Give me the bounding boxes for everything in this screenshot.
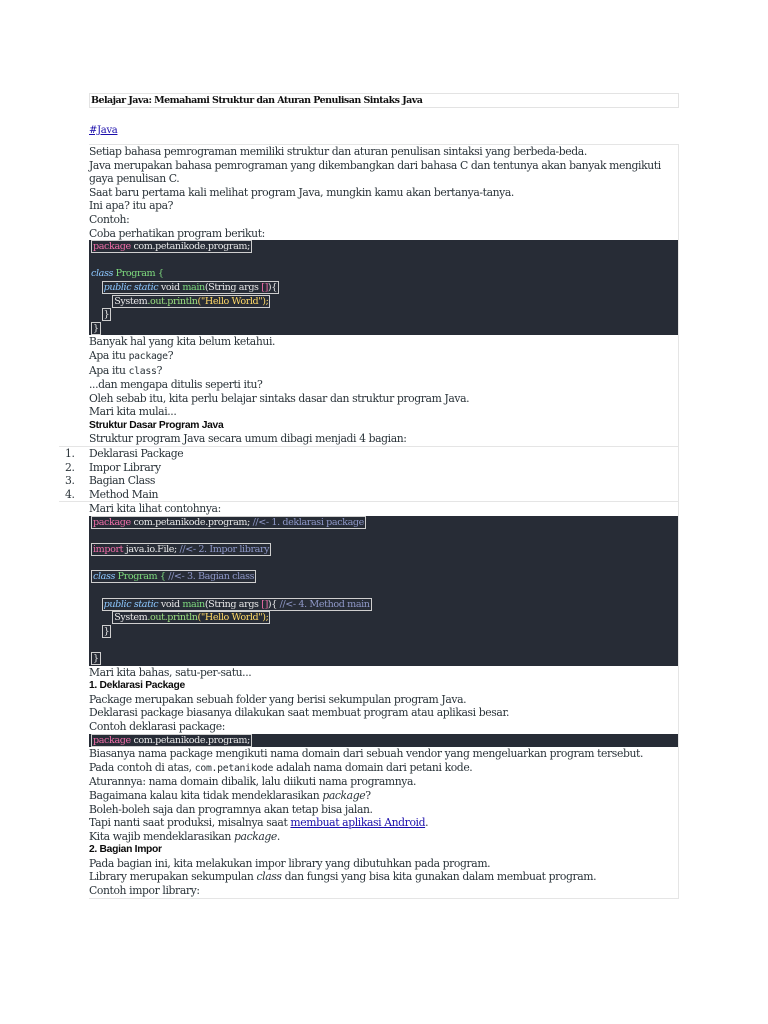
text-line: Boleh-boleh saja dan programnya akan tetap bisa jalan. <box>89 802 373 816</box>
list-item: 1. Deklarasi Package <box>65 447 184 461</box>
text-line: Banyak hal yang kita belum ketahui. <box>89 335 276 349</box>
intro-line-4: Ini apa? itu apa? <box>89 199 174 213</box>
structure-list <box>65 447 678 501</box>
text-line: Contoh deklarasi package: <box>89 719 226 733</box>
list-item: 4. Method Main <box>65 487 159 501</box>
section-heading-package: 1. Deklarasi Package <box>89 680 185 692</box>
intro-line-5: Contoh: <box>89 212 130 226</box>
text-line: Mari kita bahas, satu-per-satu... <box>89 665 252 679</box>
tag-link-java[interactable]: #Java <box>89 125 118 136</box>
text-line: Mari kita mulai... <box>89 405 177 419</box>
text-line: Biasanya nama package mengikuti nama domain dari sebuah vendor yang mengeluarkan program tersebut. <box>89 747 643 761</box>
text-line: Pada contoh di atas, com.petanikode adalah nama domain dari petani kode. <box>89 760 473 774</box>
android-app-link[interactable]: membuat aplikasi Android <box>290 816 426 830</box>
section-heading-import: 2. Bagian Impor <box>89 844 162 856</box>
text-line: Oleh sebab itu, kita perlu belajar sintaks dasar dan struktur program Java. <box>89 391 470 405</box>
list-item: 3. Bagian Class <box>65 474 155 488</box>
text-line: Tapi nanti saat produksi, misalnya saat membuat aplikasi Android. <box>89 816 429 830</box>
text-line: Kita wajib mendeklarasikan package. <box>89 829 280 843</box>
intro-line-3: Saat baru pertama kali melihat program Java, mungkin kamu akan bertanya-tanya. <box>89 185 514 199</box>
article-body <box>65 144 679 899</box>
text-line: Apa itu class? <box>89 363 162 377</box>
tag-line <box>89 124 679 137</box>
code-block-3: package com.petanikode.program; <box>89 734 678 748</box>
document-page <box>65 93 679 899</box>
intro-line-2: Java merupakan bahasa pemrograman yang dikembangkan dari bahasa C dan tentunya akan banyak mengikuti gaya penulisan C. <box>89 158 661 186</box>
text-line: ...dan mengapa ditulis seperti itu? <box>89 378 263 392</box>
page-title: Belajar Java: Memahami Struktur dan Aturan Penulisan Sintaks Java <box>89 93 679 108</box>
text-line: Contoh impor library: <box>89 884 200 898</box>
text-line: Mari kita lihat contohnya: <box>89 502 221 516</box>
text-line: Deklarasi package biasanya dilakukan saat membuat program atau aplikasi besar. <box>89 706 510 720</box>
list-item: 2. Impor Library <box>65 460 161 474</box>
code-block-1: package com.petanikode.program; class Program { public static void main(String args []){ System.out.println("Hello World"); } } <box>89 240 678 335</box>
intro-line-6: Coba perhatikan program berikut: <box>89 226 265 240</box>
text-line: Aturannya: nama domain dibalik, lalu diikuti nama programnya. <box>89 775 417 789</box>
text-line: Pada bagian ini, kita melakukan impor library yang dibutuhkan pada program. <box>89 856 491 870</box>
text-line: Library merupakan sekumpulan class dan fungsi yang bisa kita gunakan dalam membuat program. <box>89 870 597 884</box>
text-line: Apa itu package? <box>89 348 174 362</box>
text-line: Package merupakan sebuah folder yang berisi sekumpulan program Java. <box>89 692 467 706</box>
section-heading-structure: Struktur Dasar Program Java <box>89 419 224 431</box>
structure-list-box <box>59 446 678 502</box>
text-line: Struktur program Java secara umum dibagi menjadi 4 bagian: <box>89 432 407 446</box>
text-line: Bagaimana kalau kita tidak mendeklarasikan package? <box>89 788 371 802</box>
code-block-2: package com.petanikode.program; //<- 1. deklarasi package import java.io.File; //<- 2. Impor library class Program { //<- 3. Bagian class public static void main(String args []){ //<- 4. Method main System.out.println("Hello World"); } } <box>89 516 678 666</box>
intro-line-1: Setiap bahasa pemrograman memiliki struktur dan aturan penulisan sintaksi yang berbeda-beda. <box>89 145 587 158</box>
